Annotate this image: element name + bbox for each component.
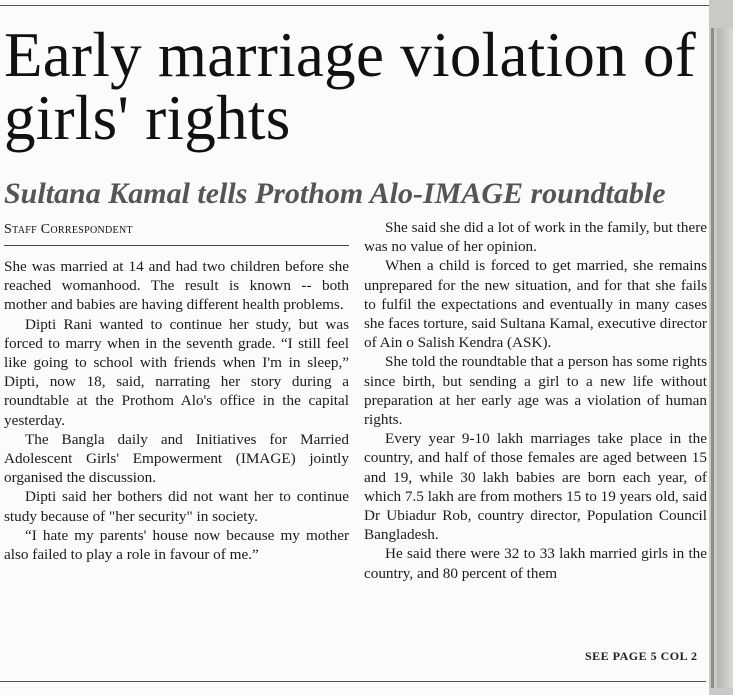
headline: Early marriage violation of girls' rights <box>4 20 697 153</box>
paragraph: She said she did a lot of work in the family, but there was no value of her opinion. <box>364 219 707 256</box>
subheadline: Sultana Kamal tells Prothom Alo-IMAGE roundtable <box>4 177 666 210</box>
bottom-rule <box>0 681 706 682</box>
article-column-2 <box>364 218 707 583</box>
paragraph: “I hate my parents' house now because my mother also failed to play a role in favour of me.” <box>4 526 349 564</box>
adjacent-page-edge <box>709 0 733 695</box>
paragraph: She was married at 14 and had two children before she reached womanhood. The result is known -- both mother and babies are having different health problems. <box>4 258 349 314</box>
top-rule <box>0 5 733 6</box>
paragraph: Dipti said her bothers did not want her to continue study because of "her security" in society. <box>4 488 349 525</box>
continued-jump-line: SEE PAGE 5 COL 2 <box>585 649 698 663</box>
paragraph: Dipti Rani wanted to continue her study, but was forced to marry when in the seventh grade. “I still feel like going to school with friends when I'm in sleep,” Dipti, now 18, said, narrating her story during a roundtable at the Prothom Alo's office in the capital yesterday. <box>4 315 349 429</box>
column-divider <box>711 28 714 688</box>
paragraph: The Bangla daily and Initiatives for Married Adolescent Girls' Empowerment (IMAGE) jointly organised the discussion. <box>4 430 349 487</box>
paragraph: Every year 9-10 lakh marriages take place in the country, and half of those females are aged between 15 and 19, while 30 lakh babies are born each year, of which 7.5 lakh are from mothers 15 to 19 years old, said Dr Ubiadur Rob, country director, Population Council Bangladesh. <box>364 430 707 544</box>
page-edge-shade <box>717 28 733 688</box>
paragraph: When a child is forced to get married, she remains unprepared for the new situation, and for that she fails to fulfil the expectations and eventually in many cases she faces torture, said Sultana Kamal, executive director of Ain o Salish Kendra (ASK). <box>364 257 707 352</box>
article-column-1 <box>4 257 349 564</box>
paragraph: He said there were 32 to 33 lakh married girls in the country, and 80 percent of them <box>364 545 707 582</box>
byline: Staff Correspondent <box>4 220 349 246</box>
paragraph: She told the roundtable that a person has some rights since birth, but sending a girl to a new life without preparation at her early age was a violation of human rights. <box>364 353 707 429</box>
